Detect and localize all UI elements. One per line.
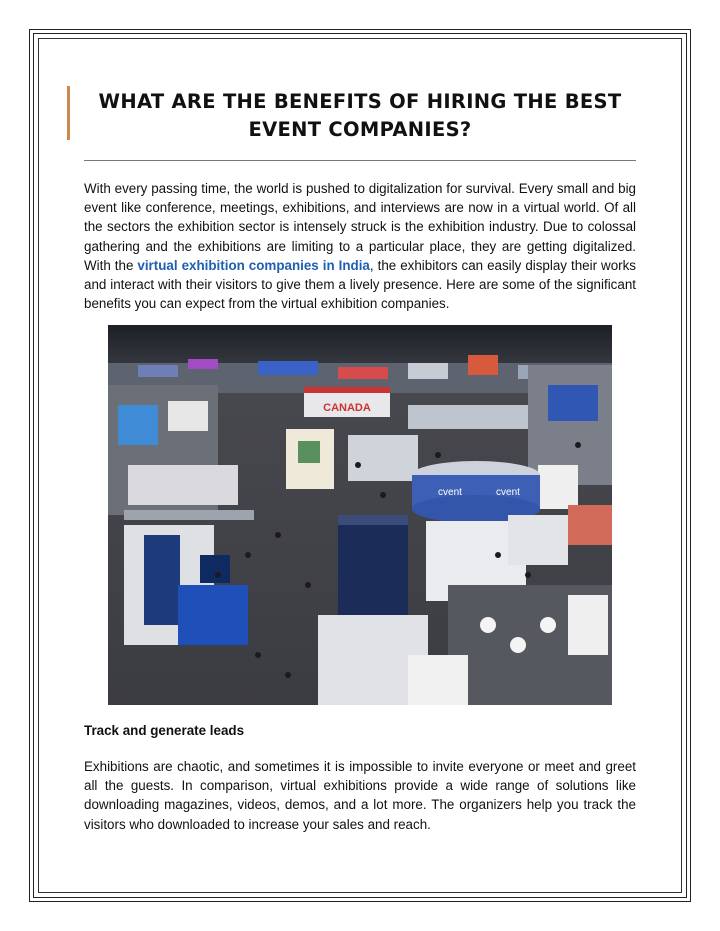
canada-sign-text: CANADA (323, 402, 371, 414)
cvent-sign-left: cvent (438, 487, 462, 498)
exhibition-hall-photo (108, 325, 612, 705)
title-divider (84, 160, 636, 161)
intro-text-before-link: With every passing time, the world is pushed to digitalization for survival. Every small and big event like conference, meetings, exhibitions, and interviews are now in a virtual world. Of all the sectors the exhibition sector is intensely struck is the exhibition industry. Due to colossal gathering and the exhibitions are limiting to a particular place, they are getting digitalized. With the (84, 181, 636, 273)
intro-paragraph (84, 179, 636, 313)
virtual-exhibition-link[interactable]: virtual exhibition companies in India (137, 257, 370, 273)
title-line-2: EVENT COMPANIES? (248, 118, 472, 141)
page-title (84, 88, 636, 144)
title-line-1: WHAT ARE THE BENEFITS OF HIRING THE BEST (98, 90, 622, 113)
section-paragraph: Exhibitions are chaotic, and sometimes it is impossible to invite everyone or meet and greet all the guests. In comparison, virtual exhibitions provide a wide range of solutions like downloading magazines, videos, demos, and a lot more. The organizers help you track the visitors who downloaded to increase your sales and reach. (84, 759, 636, 832)
title-accent-bar (67, 86, 70, 140)
intro-text-after-link: , the exhibitors can easily display their works and interact with their visitors to give them a lively presence. Here are some of the significant benefits you can expect from the virtual exhibition companies. (84, 257, 637, 312)
section-heading: Track and generate leads (84, 723, 245, 738)
cvent-sign-right: cvent (496, 487, 520, 498)
